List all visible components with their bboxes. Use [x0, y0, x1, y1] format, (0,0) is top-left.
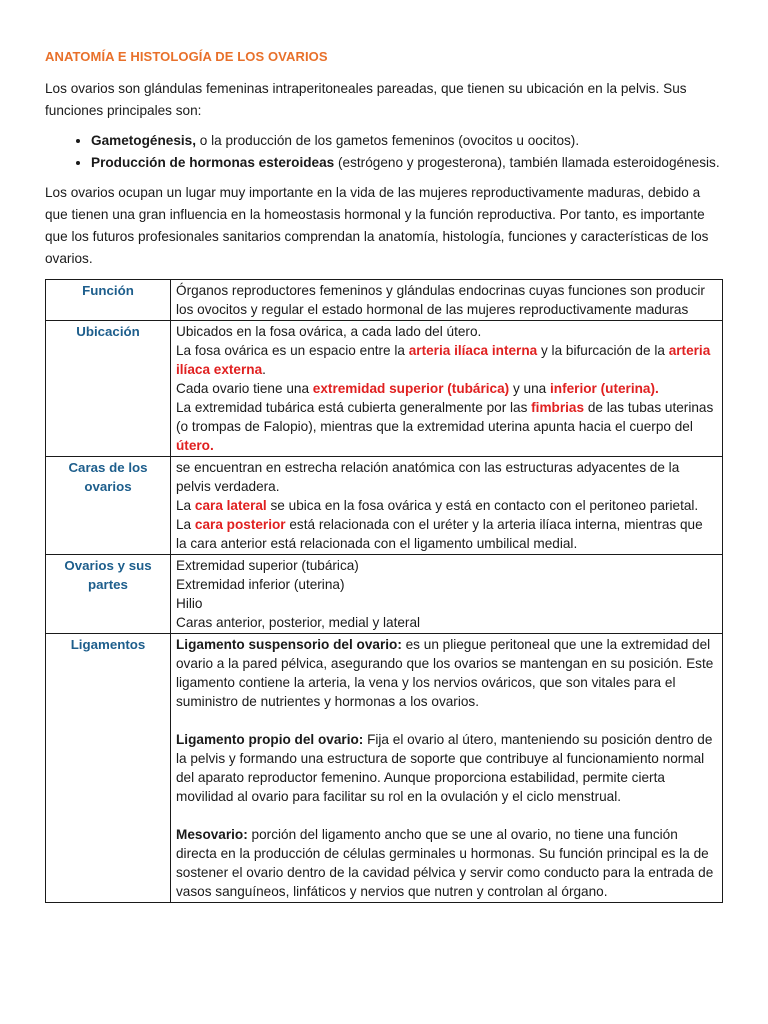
row-label-partes: Ovarios y sus partes — [46, 555, 171, 634]
row-content-funcion: Órganos reproductores femeninos y glándulas endocrinas cuyas funciones son producir los ovocitos y regular el estado hormonal de las mujeres reproductivamente maduras — [171, 280, 723, 321]
row-content-ubicacion: Ubicados en la fosa ovárica, a cada lado del útero. La fosa ovárica es un espacio entre la arteria ilíaca interna y la bifurcación de la arteria ilíaca externa. Cada ovario tiene una extremidad superior (tubárica) y una inferior (uterina). La extremidad tubárica está cubierta generalmente por las fimbrias de las tubas uterinas (o trompas de Falopio), mientras que la extremidad uterina apunta hacia el cuerpo del útero. — [171, 321, 723, 457]
importance-paragraph: Los ovarios ocupan un lugar muy importante en la vida de las mujeres reproductivamente maduras, debido a que tienen una gran influencia en la homeostasis hormonal y la función reproductiva. Por tanto, es importante que los futuros profesionales sanitarios comprendan la anatomía, histología, funciones y características de los ovarios. — [45, 185, 709, 266]
table-row — [46, 555, 723, 634]
table-row — [46, 280, 723, 321]
list-item: • Gametogénesis, o la producción de los gametos femeninos (ovocitos u oocitos). — [91, 130, 724, 152]
table-row — [46, 457, 723, 555]
table-row — [46, 321, 723, 457]
intro-paragraph: Los ovarios son glándulas femeninas intraperitoneales pareadas, que tienen su ubicación en la pelvis. Sus funciones principales son: — [45, 81, 687, 118]
row-label-ubicacion: Ubicación — [46, 321, 171, 457]
row-label-ligamentos: Ligamentos — [46, 634, 171, 903]
row-content-caras: se encuentran en estrecha relación anatómica con las estructuras adyacentes de la pelvis verdadera. La cara lateral se ubica en la fosa ovárica y está en contacto con el peritoneo parietal. La cara posterior está relacionada con el uréter y la arteria ilíaca interna, mientras que la cara anterior está relacionada con el ligamento umbilical medial. — [171, 457, 723, 555]
row-content-ligamentos: Ligamento suspensorio del ovario: es un pliegue peritoneal que une la extremidad del ovario a la pared pélvica, asegurando que los ovarios se mantengan en su posición. Este ligamento contiene la arteria, la vena y los nervios ováricos, que son vitales para el suministro de nutrientes y hormonas a los ovarios. Ligamento propio del ovario: Fija el ovario al útero, manteniendo su posición dentro de la pelvis y formando una estructura de soporte que contribuye al funcionamiento normal del aparato reproductor femenino. Aunque proporciona estabilidad, permite cierta movilidad al ovario para facilitar su rol en la ovulación y el ciclo menstrual. Mesovario: porción del ligamento ancho que se une al ovario, no tiene una función directa en la producción de células germinales u hormonas. Su función principal es la de sostener el ovario dentro de la cavidad pélvica y servir como conducto para la entrada de vasos sanguíneos, linfáticos y nervios que nutren y controlan al órgano. — [171, 634, 723, 903]
row-content-partes: Extremidad superior (tubárica) Extremidad inferior (uterina) Hilio Caras anterior, posterior, medial y lateral — [171, 555, 723, 634]
document-title: ANATOMÍA E HISTOLOGÍA DE LOS OVARIOS — [45, 49, 328, 64]
list-item: • Producción de hormonas esteroideas (estrógeno y progesterona), también llamada esteroidogénesis. — [91, 152, 724, 174]
ovary-table — [45, 279, 723, 903]
functions-list — [45, 130, 724, 174]
row-label-caras: Caras de los ovarios — [46, 457, 171, 555]
table-row — [46, 634, 723, 903]
row-label-funcion: Función — [46, 280, 171, 321]
